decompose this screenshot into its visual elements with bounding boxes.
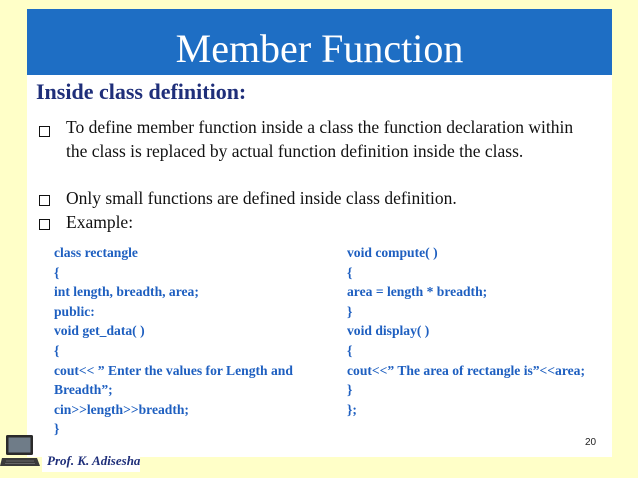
square-bullet-icon [39, 126, 50, 137]
code-line: { [54, 342, 60, 358]
code-line: cout<< ” Enter the values for Length and [54, 362, 293, 378]
laptop-icon [0, 432, 40, 470]
code-line: area = length * breadth; [347, 284, 488, 300]
author-logo: Prof. K. Adisesha [47, 453, 141, 468]
slide-title: Member Function [175, 26, 464, 71]
code-line: void compute( ) [347, 245, 438, 260]
code-line: { [54, 264, 60, 280]
code-line: void get_data( ) [54, 323, 145, 339]
code-line: void display( ) [347, 323, 430, 339]
code-line: class rectangle [54, 245, 138, 260]
code-block-left [54, 243, 354, 439]
bullet-text-2: Only small functions are defined inside class definition. [66, 188, 457, 208]
square-bullet-icon [39, 219, 50, 230]
bullet-text-1: To define member function inside a class the function declaration within the class is replaced by actual function definition inside the class. [66, 117, 574, 161]
code-line: public: [54, 303, 95, 319]
page-number: 20 [585, 437, 597, 448]
code-line: Breadth”; [54, 382, 113, 398]
code-line: cout<<” The area of rectangle is”<<area; [347, 362, 585, 378]
code-line: int length, breadth, area; [54, 284, 199, 300]
code-line: } [347, 382, 353, 398]
code-line: }; [347, 401, 357, 417]
section-heading: Inside class definition: [36, 79, 247, 104]
code-line: } [54, 421, 60, 437]
code-line: cin>>length>>breadth; [54, 401, 189, 417]
code-line: } [347, 303, 353, 319]
bullet-text-3: Example: [66, 212, 134, 232]
code-line: { [347, 264, 353, 280]
square-bullet-icon [39, 195, 50, 206]
code-block-right [347, 243, 638, 419]
code-line: { [347, 342, 353, 358]
